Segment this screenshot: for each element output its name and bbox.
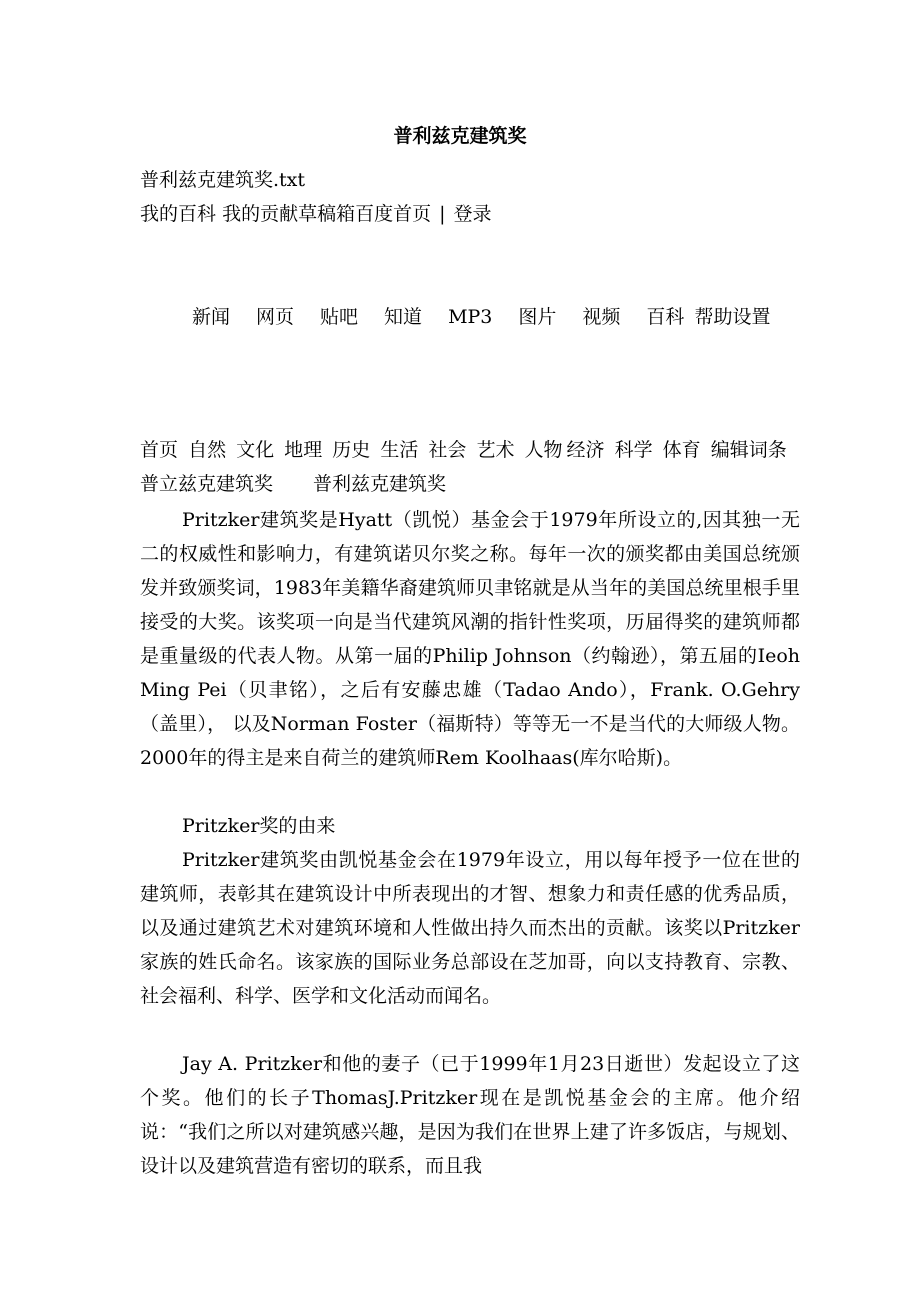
cat-art[interactable]: 艺术 (476, 439, 515, 461)
paragraph-intro-text: Pritzker建筑奖是Hyatt（凯悦）基金会于1979年所设立的,因其独一无二的权威性和影响力，有建筑诺贝尔奖之称。每年一次的颁奖都由美国总统颁发并致颁奖词，1983年美籍华裔建筑师贝聿铭就是从当年的美国总统里根手里接受的大奖。该奖项一向是当代建筑风潮的指针性奖项，历届得奖的建筑师都是重量级的代表人物。从第一届的Philip Johnson（约翰逊），第五届的Ieoh Ming Pei（贝聿铭），之后有安藤忠雄（Tadao Ando），Frank. O.Gehry（盖里）， 以及Norman Foster（福斯特）等等无一不是当代的大师级人物。 2000年的得主是来自荷兰的建筑师Rem Koolhaas(库尔哈斯)。 (140, 509, 800, 769)
baidu-home-link[interactable]: 百度首页 (355, 203, 432, 225)
file-name: 普利兹克建筑奖.txt (140, 169, 306, 191)
paragraph-origin (140, 843, 800, 1013)
nav-baike[interactable]: 百科 (646, 306, 685, 328)
paragraph-founders (140, 1047, 800, 1183)
nav-web[interactable]: 网页 (256, 306, 295, 328)
cat-geography[interactable]: 地理 (284, 439, 323, 461)
cat-science[interactable]: 科学 (614, 439, 653, 461)
paragraph-founders-text: Jay A. Pritzker和他的妻子（已于1999年1月23日逝世）发起设立了这个奖。他们的长子ThomasJ.Pritzker现在是凯悦基金会的主席。他介绍说：“我们之所以对建筑感兴趣，是因为我们在世界上建了许多饭店，与规划、设计以及建筑营造有密切的联系，而且我 (140, 1053, 800, 1177)
cat-life[interactable]: 生活 (380, 439, 419, 461)
edit-entry-link[interactable]: 编辑词条 (710, 439, 787, 461)
my-baike-link[interactable]: 我的百科 (140, 203, 217, 225)
nav-mp3[interactable]: MP3 (448, 306, 493, 328)
nav-help[interactable]: 帮助 (694, 306, 733, 328)
search-nav (140, 300, 800, 334)
category-breadcrumb (140, 433, 800, 501)
header-links (140, 200, 800, 228)
header-separator: | (439, 203, 446, 225)
nav-settings[interactable]: 设置 (732, 306, 771, 328)
cat-history[interactable]: 历史 (332, 439, 371, 461)
section-heading-origin (140, 809, 800, 843)
cat-people[interactable]: 人物 (524, 439, 563, 461)
cat-economy[interactable]: 经济 (566, 439, 605, 461)
cat-culture[interactable]: 文化 (236, 439, 275, 461)
drafts-link[interactable]: 草稿箱 (298, 203, 356, 225)
cat-nature[interactable]: 自然 (188, 439, 227, 461)
paragraph-intro (140, 503, 800, 775)
document-title: 普利兹克建筑奖 (393, 125, 527, 147)
cat-society[interactable]: 社会 (428, 439, 467, 461)
nav-video[interactable]: 视频 (582, 306, 621, 328)
nav-images[interactable]: 图片 (518, 306, 557, 328)
paragraph-origin-text: Pritzker建筑奖由凯悦基金会在1979年设立，用以每年授予一位在世的建筑师，表彰其在建筑设计中所表现出的才智、想象力和责任感的优秀品质，以及通过建筑艺术对建筑环境和人性做出持久而杰出的贡献。该奖以Pritzker家族的姓氏命名。该家族的国际业务总部设在芝加哥，向以支持教育、宗教、社会福利、科学、医学和文化活动而闻名。 (140, 849, 800, 1007)
my-contrib-link[interactable]: 我的贡献 (222, 203, 299, 225)
login-link[interactable]: 登录 (453, 203, 492, 225)
cat-sports[interactable]: 体育 (662, 439, 701, 461)
section-heading-origin-text: Pritzker奖的由来 (182, 815, 336, 837)
entry-title: 普利兹克建筑奖 (313, 473, 447, 495)
nav-news[interactable]: 新闻 (192, 306, 231, 328)
cat-home[interactable]: 首页 (140, 439, 179, 461)
alt-entry-title: 普立兹克建筑奖 (140, 473, 274, 495)
nav-zhidao[interactable]: 知道 (384, 306, 423, 328)
nav-tieba[interactable]: 贴吧 (320, 306, 359, 328)
